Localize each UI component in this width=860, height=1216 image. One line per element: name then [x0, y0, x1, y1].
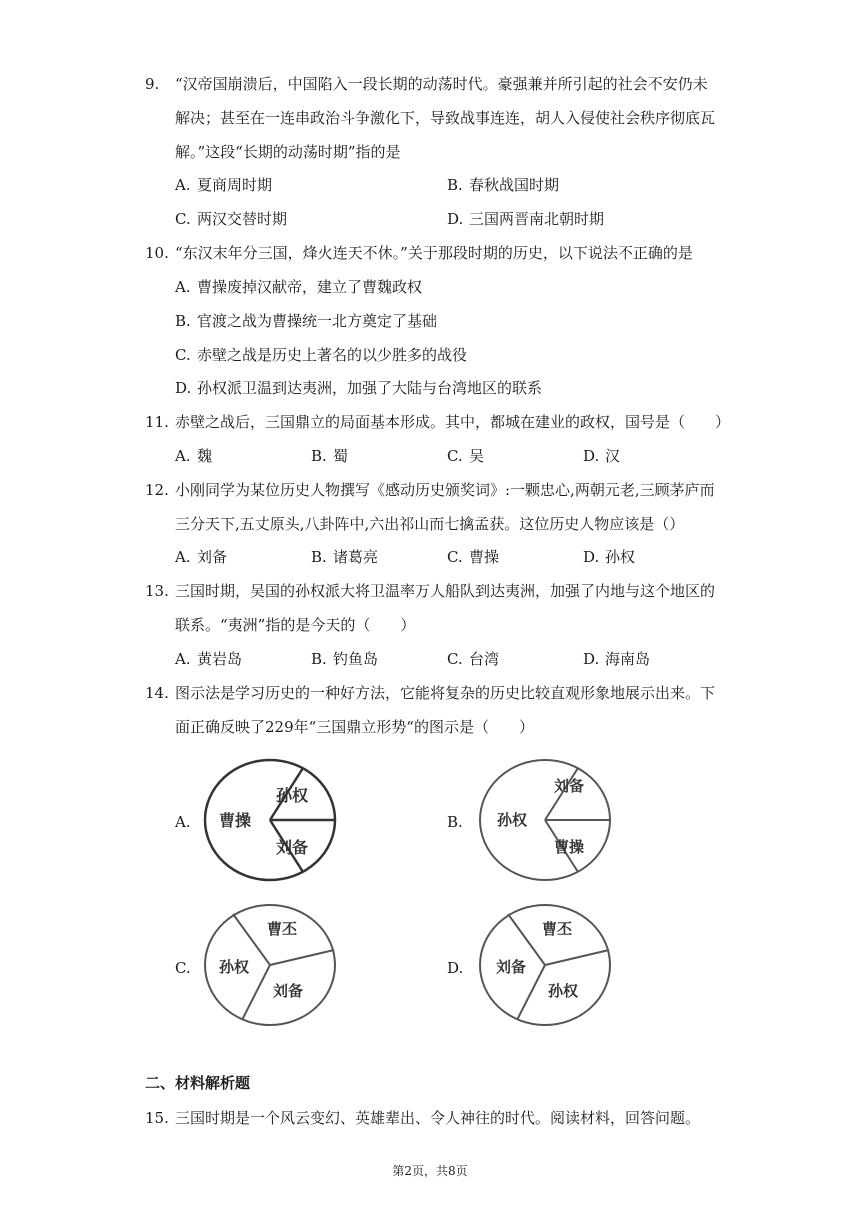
- question-9-number: 9.: [145, 75, 160, 93]
- diagram-b-letter: B.: [447, 813, 463, 831]
- question-14-line-2: 面正确反映了229年“三国鼎立形势“的图示是（ ）: [175, 718, 534, 736]
- section-2-title: 二、材料解析题: [145, 1074, 251, 1092]
- question-12-option-b: B. 诸葛亮: [311, 548, 379, 566]
- question-14-line-1: 图示法是学习历史的一种好方法，它能将复杂的历史比较直观形象地展示出来。下: [175, 684, 716, 702]
- page-footer: 第2页，共8页: [392, 1164, 468, 1178]
- question-11-option-b: B. 蜀: [311, 447, 349, 465]
- question-10-option-b: B. 官渡之战为曹操统一北方奠定了基础: [175, 312, 438, 330]
- question-13-option-c: C. 台湾: [447, 650, 500, 668]
- question-13-option-b: B. 钓鱼岛: [311, 650, 379, 668]
- question-12-number: 12.: [145, 481, 169, 499]
- question-11-line-1: 赤壁之战后，三国鼎立的局面基本形成。其中，都城在建业的政权，国号是（ ）: [175, 413, 731, 431]
- question-13-option-d: D. 海南岛: [583, 650, 651, 668]
- diagram-d-label-1: 曹丕: [541, 920, 573, 938]
- diagram-c-label-2: 孙权: [218, 958, 250, 976]
- question-12-line-1: 小刚同学为某位历史人物撰写《感动历史颁奖词》:一颗忠心,两朝元老,三顾茅庐而: [175, 481, 715, 499]
- diagram-c-divider-1: [270, 950, 334, 965]
- question-10-line-1: “东汉末年分三国，烽火连天不休。”关于那段时期的历史，以下说法不正确的是: [175, 244, 693, 262]
- diagram-a-label-3: 刘备: [275, 838, 309, 857]
- question-12-line-2: 三分天下,五丈原头,八卦阵中,六出祁山而七擒孟获。这位历史人物应该是（）: [175, 515, 685, 533]
- question-13-number: 13.: [145, 582, 169, 600]
- question-10-option-d: D. 孙权派卫温到达夷洲，加强了大陆与台湾地区的联系: [175, 379, 543, 397]
- question-12-option-d: D. 孙权: [583, 548, 636, 566]
- question-9-line-3: 解。”这段“长期的动荡时期”指的是: [175, 143, 401, 161]
- question-13-line-1: 三国时期，吴国的孙权派大将卫温率万人船队到达夷洲，加强了内地与这个地区的: [175, 582, 716, 600]
- question-9-line-1: “汉帝国崩溃后，中国陷入一段长期的动荡时代。豪强兼并所引起的社会不安仍未: [175, 75, 708, 93]
- diagram-b-label-3: 曹操: [553, 838, 585, 856]
- diagram-c-label-3: 刘备: [272, 982, 304, 1000]
- question-13-line-2: 联系。“夷洲”指的是今天的（ ）: [175, 616, 416, 634]
- question-15-number: 15.: [145, 1109, 169, 1127]
- question-11-option-d: D. 汉: [583, 447, 621, 465]
- question-13-option-a: A. 黄岩岛: [175, 650, 243, 668]
- question-9-option-a: A. 夏商周时期: [175, 176, 273, 194]
- diagram-d-letter: D.: [447, 959, 464, 977]
- diagram-c-label-1: 曹丕: [266, 920, 298, 938]
- question-12-option-c: C. 曹操: [447, 548, 500, 566]
- question-11-option-a: A. 魏: [175, 447, 213, 465]
- diagram-d-label-3: 孙权: [547, 982, 579, 1000]
- question-11-number: 11.: [145, 413, 169, 431]
- question-10-number: 10.: [145, 244, 169, 262]
- question-9-line-2: 解决；甚至在一连串政治斗争激化下，导致战事连连，胡人入侵使社会秩序彻底瓦: [175, 109, 716, 127]
- diagram-b-pie: [475, 755, 615, 885]
- diagram-a-label-2: 曹操: [218, 811, 252, 830]
- question-15-text: 三国时期是一个风云变幻、英雄辈出、令人神往的时代。阅读材料，回答问题。: [175, 1109, 701, 1127]
- question-10-option-a: A. 曹操废掉汉献帝，建立了曹魏政权: [175, 278, 423, 296]
- question-14-number: 14.: [145, 684, 169, 702]
- question-9-option-c: C. 两汉交替时期: [175, 210, 288, 228]
- question-9-option-b: B. 春秋战国时期: [447, 176, 560, 194]
- diagram-d-pie: [475, 900, 615, 1030]
- question-12-option-a: A. 刘备: [175, 548, 228, 566]
- diagram-c-letter: C.: [175, 959, 191, 977]
- question-11-option-c: C. 吴: [447, 447, 485, 465]
- question-9-option-d: D. 三国两晋南北朝时期: [447, 210, 605, 228]
- diagram-d-label-2: 刘备: [495, 958, 527, 976]
- diagram-a-label-1: 孙权: [275, 786, 309, 805]
- diagram-c-pie: [200, 900, 340, 1030]
- diagram-a-letter: A.: [175, 813, 191, 831]
- diagram-d-divider-1: [545, 950, 609, 965]
- diagram-b-label-1: 刘备: [553, 777, 585, 795]
- diagram-b-label-2: 孙权: [496, 811, 528, 829]
- question-10-option-c: C. 赤壁之战是历史上著名的以少胜多的战役: [175, 346, 468, 364]
- diagram-a-pie: [200, 755, 340, 885]
